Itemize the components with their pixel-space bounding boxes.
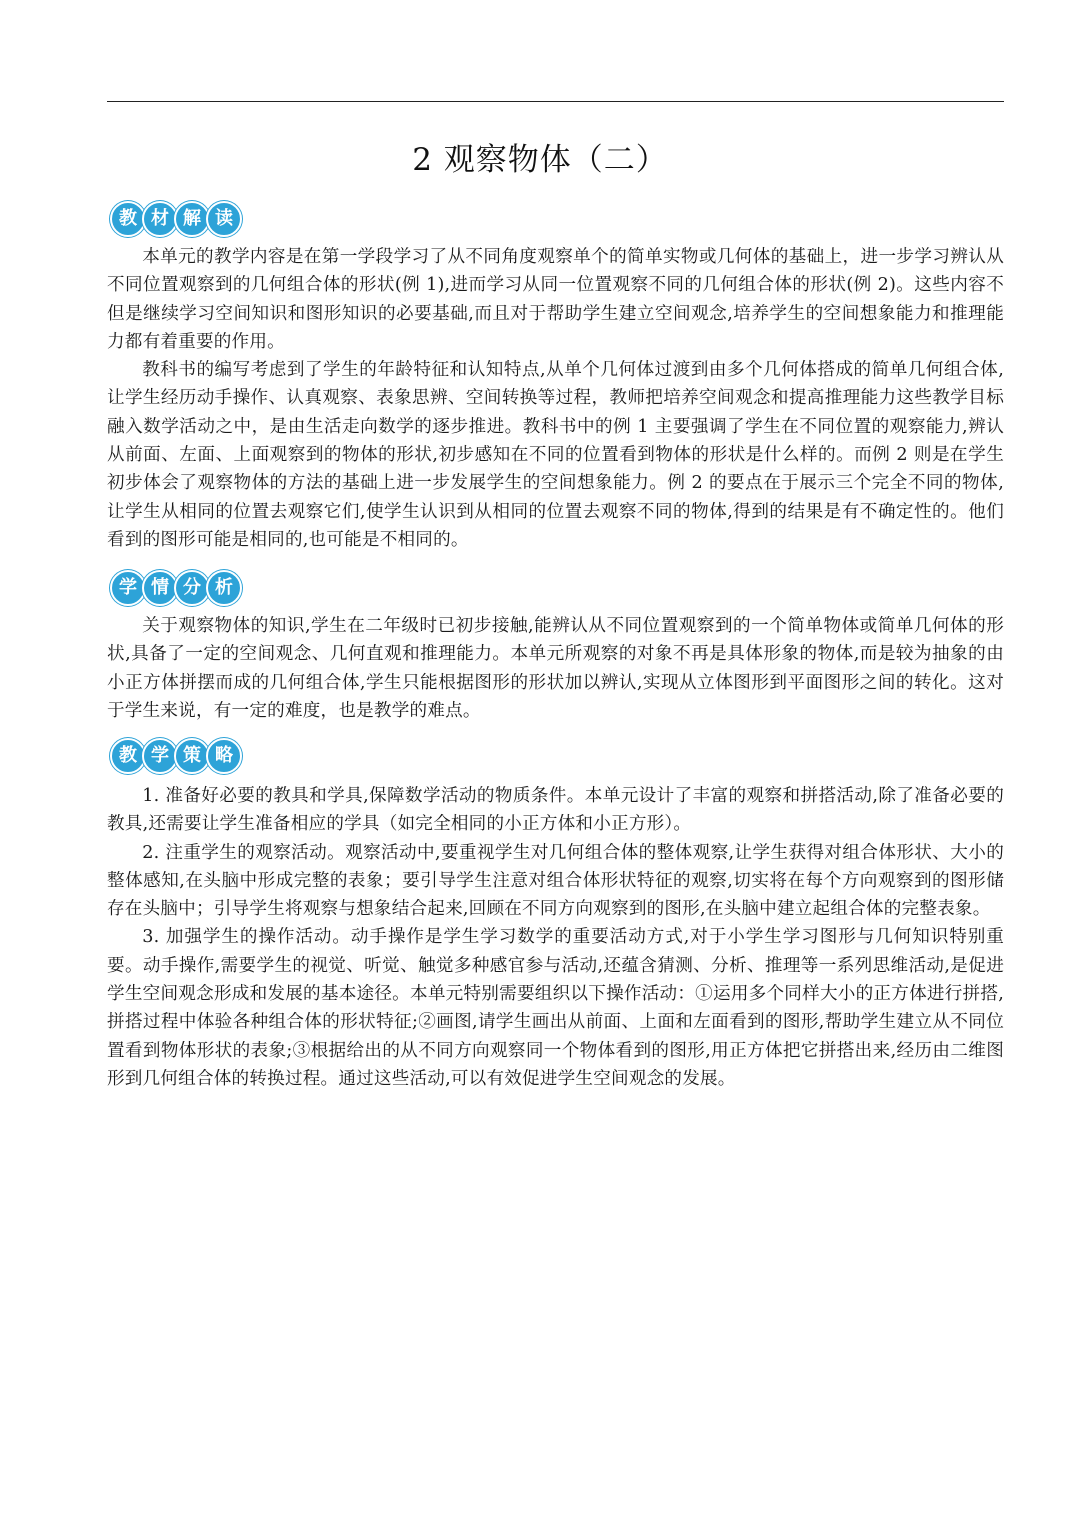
paragraph: 1. 准备好必要的教具和学具,保障数学活动的物质条件。本单元设计了丰富的观察和拼搭活动,除了准备必要的教具,还需要让学生准备相应的学具（如完全相同的小正方体和小正方形）。 [107, 786, 1004, 835]
tag-char: 情 [142, 570, 178, 606]
page-title: 2 观察物体（二） [412, 142, 668, 178]
section-body-learning-analysis [107, 612, 1004, 725]
tag-char: 教 [110, 201, 146, 237]
tag-char: 策 [174, 738, 210, 774]
paragraph: 2. 注重学生的观察活动。观察活动中,要重视学生对几何组合体的整体观察,让学生获得对组合体形状、大小的整体感知,在头脑中形成完整的表象；要引导学生注意对组合体形状特征的观察,切实将在每个方向观察到的图形储存在头脑中；引导学生将观察与想象结合起来,回顾在不同方向观察到的图形,在头脑中建立起组合体的完整表象。 [107, 842, 1004, 920]
header-rule [107, 101, 1004, 102]
tag-char: 分 [174, 570, 210, 606]
tag-char: 材 [142, 201, 178, 237]
section-tag-learning-analysis [110, 570, 238, 602]
tag-char: 教 [110, 738, 146, 774]
tag-char: 学 [110, 570, 146, 606]
paragraph: 本单元的教学内容是在第一学段学习了从不同角度观察单个的简单实物或几何体的基础上，进一步学习辨认从不同位置观察到的几何组合体的形状(例 1),进而学习从同一位置观察不同的几何组合体的形状(例 2)。这些内容不但是继续学习空间知识和图形知识的必要基础,而且对于帮助学生建立空间观念,培养学生的空间想象能力和推理能力都有着重要的作用。 [107, 247, 1004, 352]
tag-char: 解 [174, 201, 210, 237]
paragraph: 关于观察物体的知识,学生在二年级时已初步接触,能辨认从不同位置观察到的一个简单物体或简单几何体的形状,具备了一定的空间观念、几何直观和推理能力。本单元所观察的对象不再是具体形象的物体,而是较为抽象的由小正方体拼摆而成的几何组合体,学生只能根据图形的形状加以辨认,实现从立体图形到平面图形之间的转化。这对于学生来说，有一定的难度，也是教学的难点。 [107, 616, 1004, 721]
tag-char: 略 [206, 738, 242, 774]
tag-char: 学 [142, 738, 178, 774]
section-body-teaching-strategy [107, 782, 1004, 1093]
tag-char: 读 [206, 201, 242, 237]
section-tag-teaching-strategy [110, 738, 238, 770]
tag-char: 析 [206, 570, 242, 606]
section-tag-textbook-interpretation [110, 201, 238, 233]
paragraph: 教科书的编写考虑到了学生的年龄特征和认知特点,从单个几何体过渡到由多个几何体搭成的简单几何组合体,让学生经历动手操作、认真观察、表象思辨、空间转换等过程，教师把培养空间观念和提高推理能力这些教学目标融入数学活动之中，是由生活走向数学的逐步推进。教科书中的例 1 主要强调了学生在不同位置的观察能力,辨认从前面、左面、上面观察到的物体的形状,初步感知在不同的位置看到物体的形状是什么样的。而例 2 则是在学生初步体会了观察物体的方法的基础上进一步发展学生的空间想象能力。例 2 的要点在于展示三个完全不同的物体,让学生从相同的位置去观察它们,使学生认识到从相同的位置去观察不同的物体,得到的结果是有不确定性的。他们看到的图形可能是相同的,也可能是不相同的。 [107, 360, 1004, 550]
section-body-textbook-interpretation [107, 243, 1004, 554]
paragraph: 3. 加强学生的操作活动。动手操作是学生学习数学的重要活动方式,对于小学生学习图形与几何知识特别重要。动手操作,需要学生的视觉、听觉、触觉多种感官参与活动,还蕴含猜测、分析、推理等一系列思维活动,是促进学生空间观念形成和发展的基本途径。本单元特别需要组织以下操作活动：①运用多个同样大小的正方体进行拼搭,拼搭过程中体验各种组合体的形状特征;②画图,请学生画出从前面、上面和左面看到的图形,帮助学生建立从不同位置看到物体形状的表象;③根据给出的从不同方向观察同一个物体看到的图形,用正方体把它拼搭出来,经历由二维图形到几何组合体的转换过程。通过这些活动,可以有效促进学生空间观念的发展。 [107, 927, 1004, 1089]
